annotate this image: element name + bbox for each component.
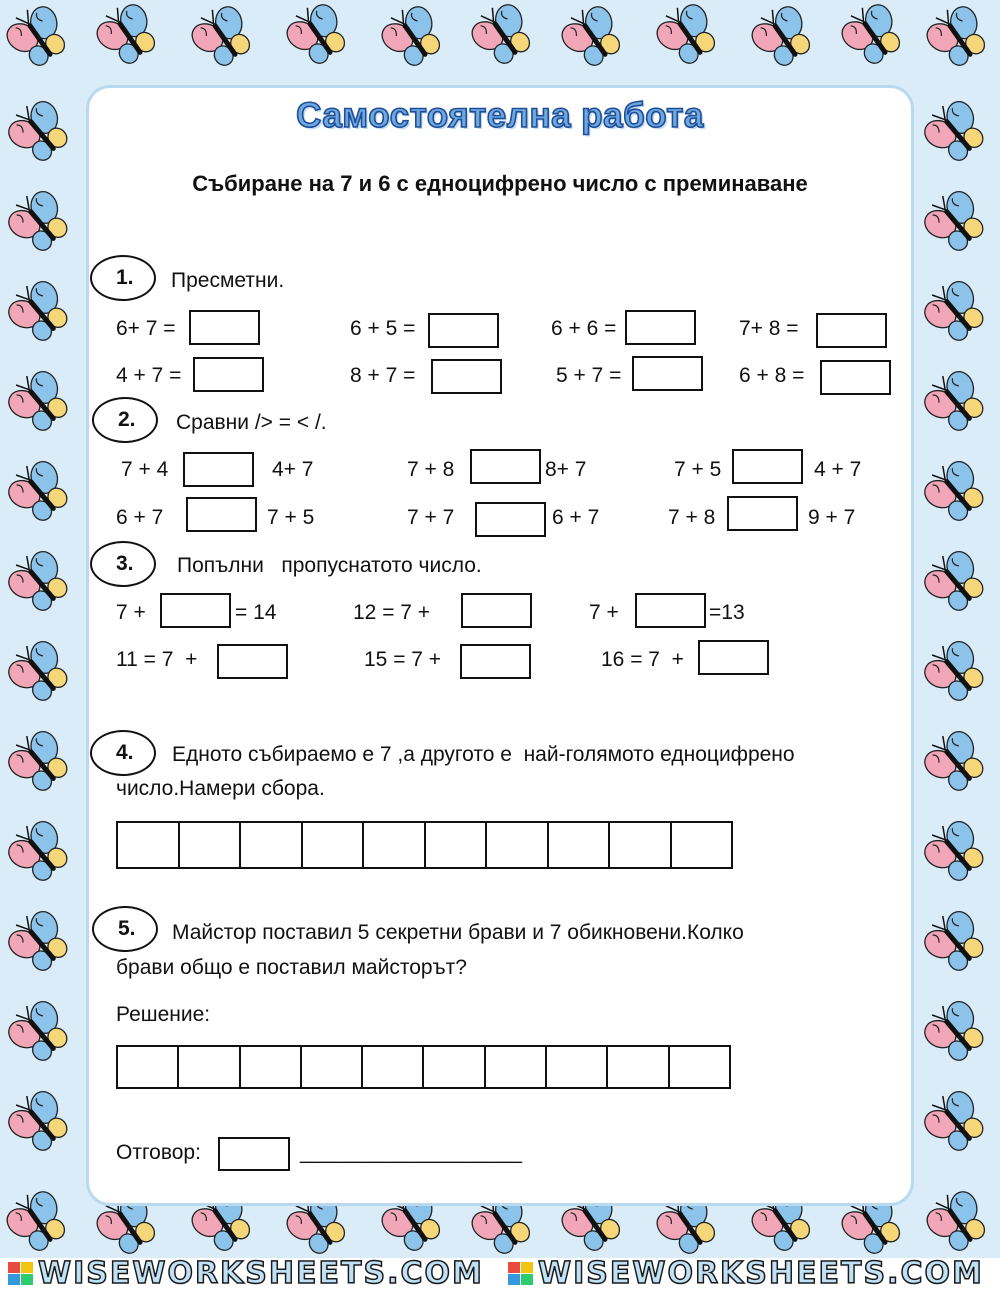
grid-cell[interactable] xyxy=(486,1047,547,1087)
task-2-left-expression: 6 + 7 xyxy=(116,506,164,529)
grid-cell[interactable] xyxy=(670,1047,729,1087)
task-2-compare-box[interactable] xyxy=(475,502,546,537)
task-2-left-expression: 7 + 8 xyxy=(407,458,455,481)
task-3-answer-box[interactable] xyxy=(460,644,531,679)
task-2-left-expression: 7 + 8 xyxy=(668,506,716,529)
task-5-number: 5. xyxy=(118,917,136,940)
task-3-number: 3. xyxy=(116,552,134,575)
task-2-right-expression: 4 + 7 xyxy=(814,458,862,481)
task-3-expression: = 14 xyxy=(235,601,277,624)
brand-logo-icon xyxy=(8,1262,34,1286)
border-left-column xyxy=(0,90,80,1162)
answer-box[interactable] xyxy=(218,1137,290,1171)
grid-cell[interactable] xyxy=(241,1047,302,1087)
task-2-compare-box[interactable] xyxy=(732,449,803,484)
grid-cell[interactable] xyxy=(549,823,611,867)
task-2-right-expression: 8+ 7 xyxy=(545,458,587,481)
task-1-answer-box[interactable] xyxy=(625,310,696,345)
border-right-column xyxy=(913,90,996,1162)
page-title: Самостоятелна работа xyxy=(296,96,704,135)
task-3-answer-box[interactable] xyxy=(160,593,231,628)
task-3-expression: 12 = 7 + xyxy=(353,601,431,624)
task-1-answer-box[interactable] xyxy=(816,313,887,348)
task-2-right-expression: 4+ 7 xyxy=(272,458,314,481)
footer-brand-text: WISEWORKSHEETS.COM xyxy=(38,1256,484,1291)
page-subtitle: Събиране на 7 и 6 с едноцифрено число с преминаване xyxy=(192,171,808,196)
task-5-solution-grid[interactable] xyxy=(116,1045,731,1089)
solution-label: Решение: xyxy=(116,1003,211,1026)
border-top-row xyxy=(0,0,998,76)
grid-cell[interactable] xyxy=(363,1047,424,1087)
grid-cell[interactable] xyxy=(118,1047,179,1087)
task-3-expression: 7 + xyxy=(116,601,146,624)
task-5-text-line-2: брави общо е поставил майсторът? xyxy=(116,956,467,979)
task-1-expression: 6 + 8 = xyxy=(739,364,805,387)
task-4-number-oval xyxy=(90,730,156,776)
task-5-number-oval xyxy=(92,906,158,952)
grid-cell[interactable] xyxy=(302,1047,363,1087)
task-2-instruction: Сравни /> = < /. xyxy=(176,411,327,434)
task-2-left-expression: 7 + 4 xyxy=(121,458,169,481)
task-2-right-expression: 6 + 7 xyxy=(552,506,600,529)
grid-cell[interactable] xyxy=(424,1047,485,1087)
grid-cell[interactable] xyxy=(487,823,549,867)
grid-cell[interactable] xyxy=(303,823,365,867)
task-3-answer-box[interactable] xyxy=(635,593,706,628)
task-4-number: 4. xyxy=(116,741,134,764)
task-3-expression: 16 = 7 + xyxy=(601,648,684,671)
task-4-text-line-2: число.Намери сбора. xyxy=(116,777,325,800)
task-3-answer-box[interactable] xyxy=(217,644,288,679)
task-1-answer-box[interactable] xyxy=(632,356,703,391)
task-3-answer-box[interactable] xyxy=(698,640,769,675)
task-1-answer-box[interactable] xyxy=(820,360,891,395)
answer-line[interactable]: ___________________ xyxy=(300,1141,522,1164)
task-2-compare-box[interactable] xyxy=(183,452,254,487)
task-2-number: 2. xyxy=(118,408,136,431)
task-1-number-oval xyxy=(90,255,156,301)
task-4-answer-grid[interactable] xyxy=(116,821,733,869)
answer-label: Отговор: xyxy=(116,1141,201,1164)
task-2-left-expression: 7 + 7 xyxy=(407,506,455,529)
task-1-answer-box[interactable] xyxy=(193,357,264,392)
task-1-expression: 4 + 7 = xyxy=(116,364,182,387)
grid-cell[interactable] xyxy=(608,1047,669,1087)
task-1-number: 1. xyxy=(116,266,134,289)
task-1-answer-box[interactable] xyxy=(428,313,499,348)
task-2-number-oval xyxy=(92,397,158,443)
task-2-compare-box[interactable] xyxy=(186,497,257,532)
task-1-expression: 5 + 7 = xyxy=(556,364,622,387)
task-1-expression: 6 + 5 = xyxy=(350,317,416,340)
grid-cell[interactable] xyxy=(610,823,672,867)
grid-cell[interactable] xyxy=(672,823,732,867)
task-3-number-oval xyxy=(90,541,156,587)
task-3-expression: =13 xyxy=(709,601,745,624)
task-1-answer-box[interactable] xyxy=(189,310,260,345)
task-2-right-expression: 7 + 5 xyxy=(267,506,315,529)
grid-cell[interactable] xyxy=(180,823,242,867)
task-3-expression: 11 = 7 + xyxy=(116,648,198,671)
task-3-instruction: Попълни пропуснатото число. xyxy=(177,554,482,577)
task-4-text-line-1: Едното събираемо е 7 ,а другото е най-голямото едноцифрено xyxy=(172,743,795,766)
task-1-instruction: Пресметни. xyxy=(171,269,285,292)
task-2-compare-box[interactable] xyxy=(470,449,541,484)
grid-cell[interactable] xyxy=(547,1047,608,1087)
task-5-text-line-1: Майстор поставил 5 секретни брави и 7 обикновени.Колко xyxy=(172,921,744,944)
task-1-answer-box[interactable] xyxy=(431,359,502,394)
task-3-answer-box[interactable] xyxy=(461,593,532,628)
brand-logo-icon xyxy=(508,1262,534,1286)
grid-cell[interactable] xyxy=(426,823,488,867)
task-1-expression: 6+ 7 = xyxy=(116,317,176,340)
task-1-expression: 8 + 7 = xyxy=(350,364,416,387)
footer-brand-text: WISEWORKSHEETS.COM xyxy=(538,1256,984,1291)
task-1-expression: 7+ 8 = xyxy=(739,317,799,340)
task-3-expression: 15 = 7 + xyxy=(364,648,442,671)
task-3-expression: 7 + xyxy=(589,601,619,624)
grid-cell[interactable] xyxy=(364,823,426,867)
grid-cell[interactable] xyxy=(118,823,180,867)
task-2-compare-box[interactable] xyxy=(727,496,798,531)
task-2-left-expression: 7 + 5 xyxy=(674,458,722,481)
grid-cell[interactable] xyxy=(241,823,303,867)
task-1-expression: 6 + 6 = xyxy=(551,317,617,340)
grid-cell[interactable] xyxy=(179,1047,240,1087)
task-2-right-expression: 9 + 7 xyxy=(808,506,856,529)
